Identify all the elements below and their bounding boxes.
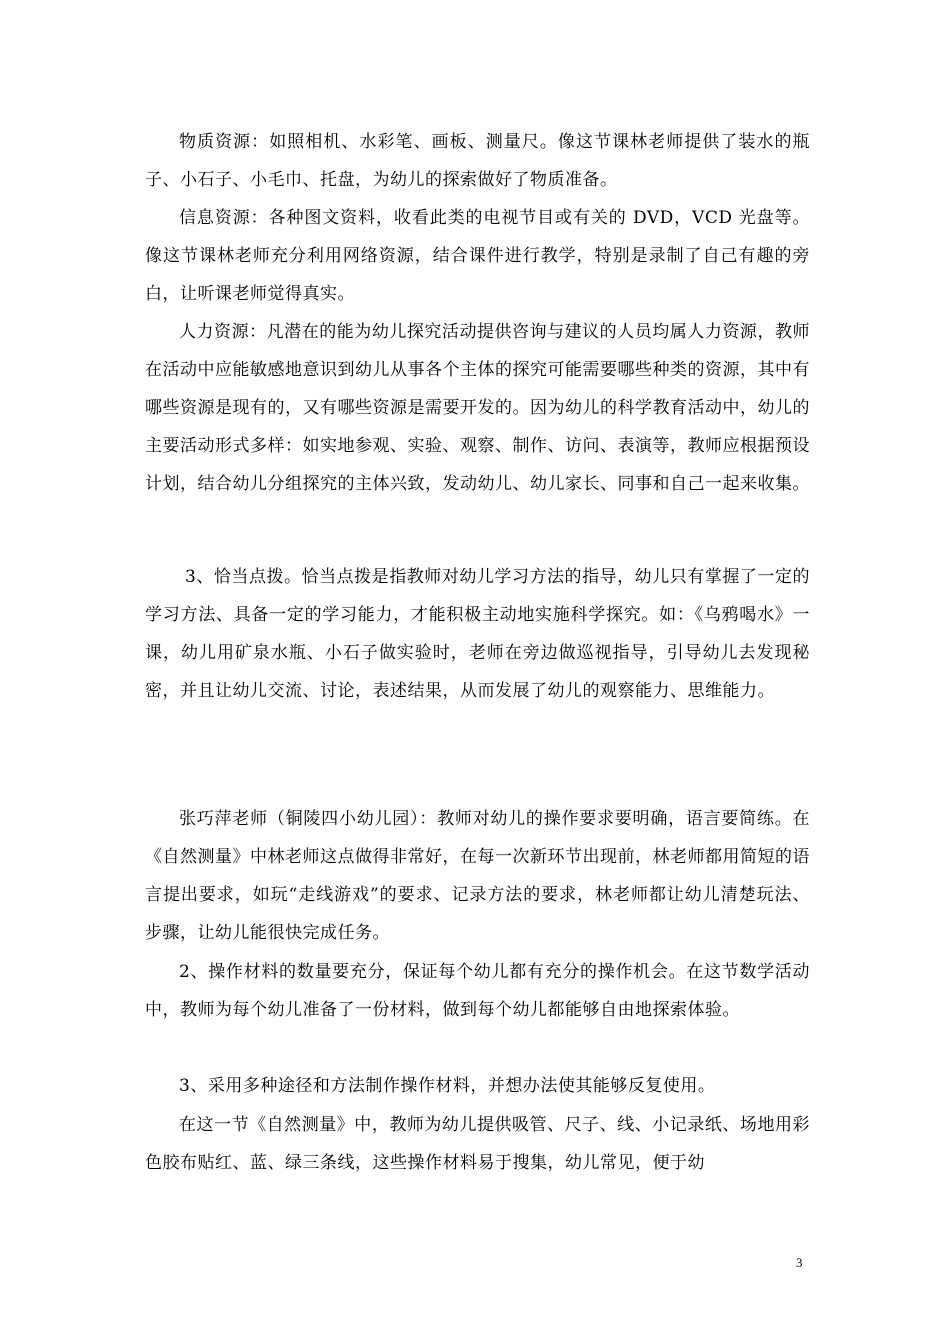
paragraph-natural-measurement: 在这一节《自然测量》中，教师为幼儿提供吸管、尺子、线、小记录纸、场地用彩色胶布贴红、蓝、绿三条线，这些操作材料易于搜集，幼儿常见，便于幼 [145, 1115, 810, 1173]
paragraph-material-resources: 物质资源：如照相机、水彩笔、画板、测量尺。像这节课林老师提供了装水的瓶子、小石子、小毛巾、托盘，为幼儿的探索做好了物质准备。 [145, 132, 810, 190]
page-number: 3 [796, 1255, 803, 1270]
paragraph-information-resources: 信息资源：各种图文资料，收看此类的电视节目或有关的 DVD，VCD 光盘等。像这节课林老师充分利用网络资源，结合课件进行教学，特别是录制了自己有趣的旁白，让听课老师觉得真实。 [145, 208, 810, 304]
paragraph-human-resources: 人力资源：凡潜在的能为幼儿探究活动提供咨询与建议的人员均属人力资源，教师在活动中应能敏感地意识到幼儿从事各个主体的探究可能需要哪些种类的资源，其中有哪些资源是现有的，又有哪些资源是需要开发的。因为幼儿的科学教育活动中，幼儿的主要活动形式多样：如实地参观、实验、观察、制作、访问、表演等，教师应根据预设计划，结合幼儿分组探究的主体兴致，发动幼儿、幼儿家长、同事和自己一起来收集。 [145, 322, 810, 494]
paragraph-teacher-zhang-comment: 张巧萍老师（铜陵四小幼儿园）：教师对幼儿的操作要求要明确，语言要简练。在《自然测量》中林老师这点做得非常好，在每一次新环节出现前，林老师都用简短的语言提出要求，如玩“走线游戏”的要求、记录方法的要求，林老师都让幼儿清楚玩法、步骤，让幼儿能很快完成任务。 [145, 809, 810, 943]
paragraph-material-quantity: 2、操作材料的数量要充分，保证每个幼儿都有充分的操作机会。在这节数学活动中，教师为每个幼儿准备了一份材料，做到每个幼儿都能够自由地探索体验。 [145, 962, 810, 1020]
paragraph-material-methods: 3、采用多种途径和方法制作操作材料，并想办法使其能够反复使用。 [179, 1076, 716, 1096]
paragraph-proper-guidance: 3、恰当点拨。恰当点拨是指教师对幼儿学习方法的指导，幼儿只有掌握了一定的学习方法、具备一定的学习能力，才能积极主动地实施科学探究。如：《乌鸦喝水》一课，幼儿用矿泉水瓶、小石子做实验时，老师在旁边做巡视指导，引导幼儿去发现秘密，并且让幼儿交流、讨论，表述结果，从而发展了幼儿的观察能力、思维能力。 [145, 567, 810, 701]
